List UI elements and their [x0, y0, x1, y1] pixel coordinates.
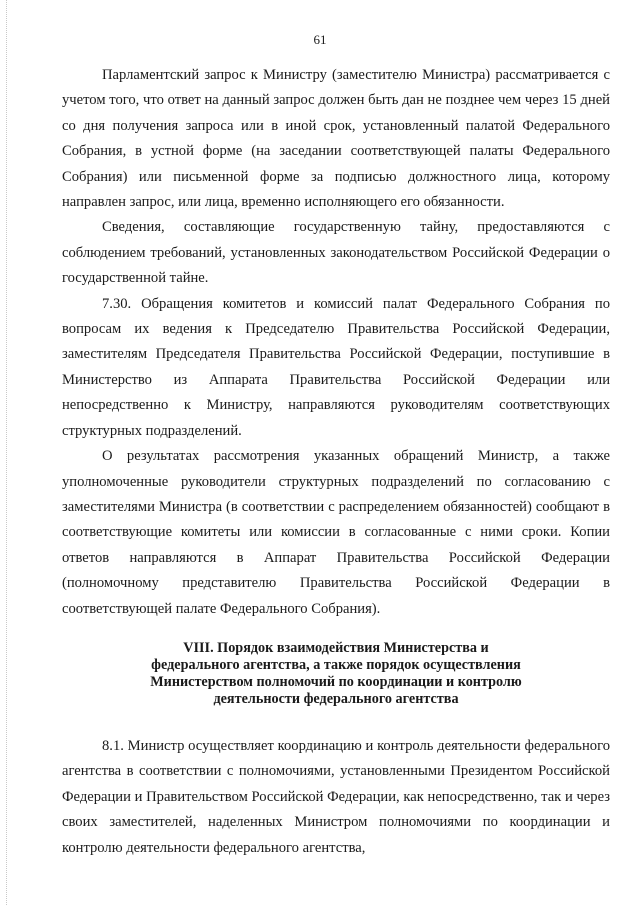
- section-heading-viii: [62, 640, 610, 708]
- paragraph-results-review: О результатах рассмотрения указанных обращений Министр, а также уполномоченные руководители структурных подразделений по согласованию с заместителями Министра (в соответствии с распределением обязанностей) сообщают в соответствующие комитеты или комиссии в согласованные с ними сроки. Копии ответов направляются в Аппарат Правительства Российской Федерации (полномочному представителю Правительства Российской Федерации в соответствующей палате Федерального Собрания).: [62, 448, 610, 617]
- paragraph-parliamentary-request: Парламентский запрос к Министру (заместителю Министра) рассматривается с учетом того, что ответ на данный запрос должен быть дан не позднее чем через 15 дней со дня получения запроса или в иной срок, установленный палатой Федерального Собрания, в устной форме (на заседании соответствующей палаты Федерального Собрания) или письменной форме за подписью должностного лица, которому направлен запрос, или лица, временно исполняющего его обязанности.: [62, 67, 610, 211]
- section-heading-line: Министерством полномочий по координации и контролю: [150, 673, 522, 690]
- paragraph-7-30: 7.30. Обращения комитетов и комиссий палат Федерального Собрания по вопросам их ведения к Председателю Правительства Российской Федерации, заместителям Председателя Правительства Российской Федерации, поступившие в Министерство из Аппарата Правительства Российской Федерации или непосредственно к Министру, направляются руководителям соответствующих структурных подразделений.: [62, 295, 610, 439]
- scan-edge-line: [6, 0, 7, 905]
- page-number: 61: [313, 32, 327, 47]
- section-heading-line: федерального агентства, а также порядок осуществления: [151, 656, 521, 673]
- paragraph-8-1: 8.1. Министр осуществляет координацию и контроль деятельности федерального агентства в соответствии с полномочиями, установленными Президентом Российской Федерации и Правительством Российской Федерации, как непосредственно, так и через своих заместителей, наделенных Министром полномочиями по координации и контролю деятельности федерального агентства,: [62, 737, 610, 856]
- section-heading-line: VIII. Порядок взаимодействия Министерства и: [183, 639, 489, 656]
- paragraph-state-secret: Сведения, составляющие государственную тайну, предоставляются с соблюдением требований, установленных законодательством Российской Федерации о государственной тайне.: [62, 219, 610, 287]
- section-heading-line: деятельности федерального агентства: [213, 690, 459, 707]
- document-body: [62, 63, 610, 861]
